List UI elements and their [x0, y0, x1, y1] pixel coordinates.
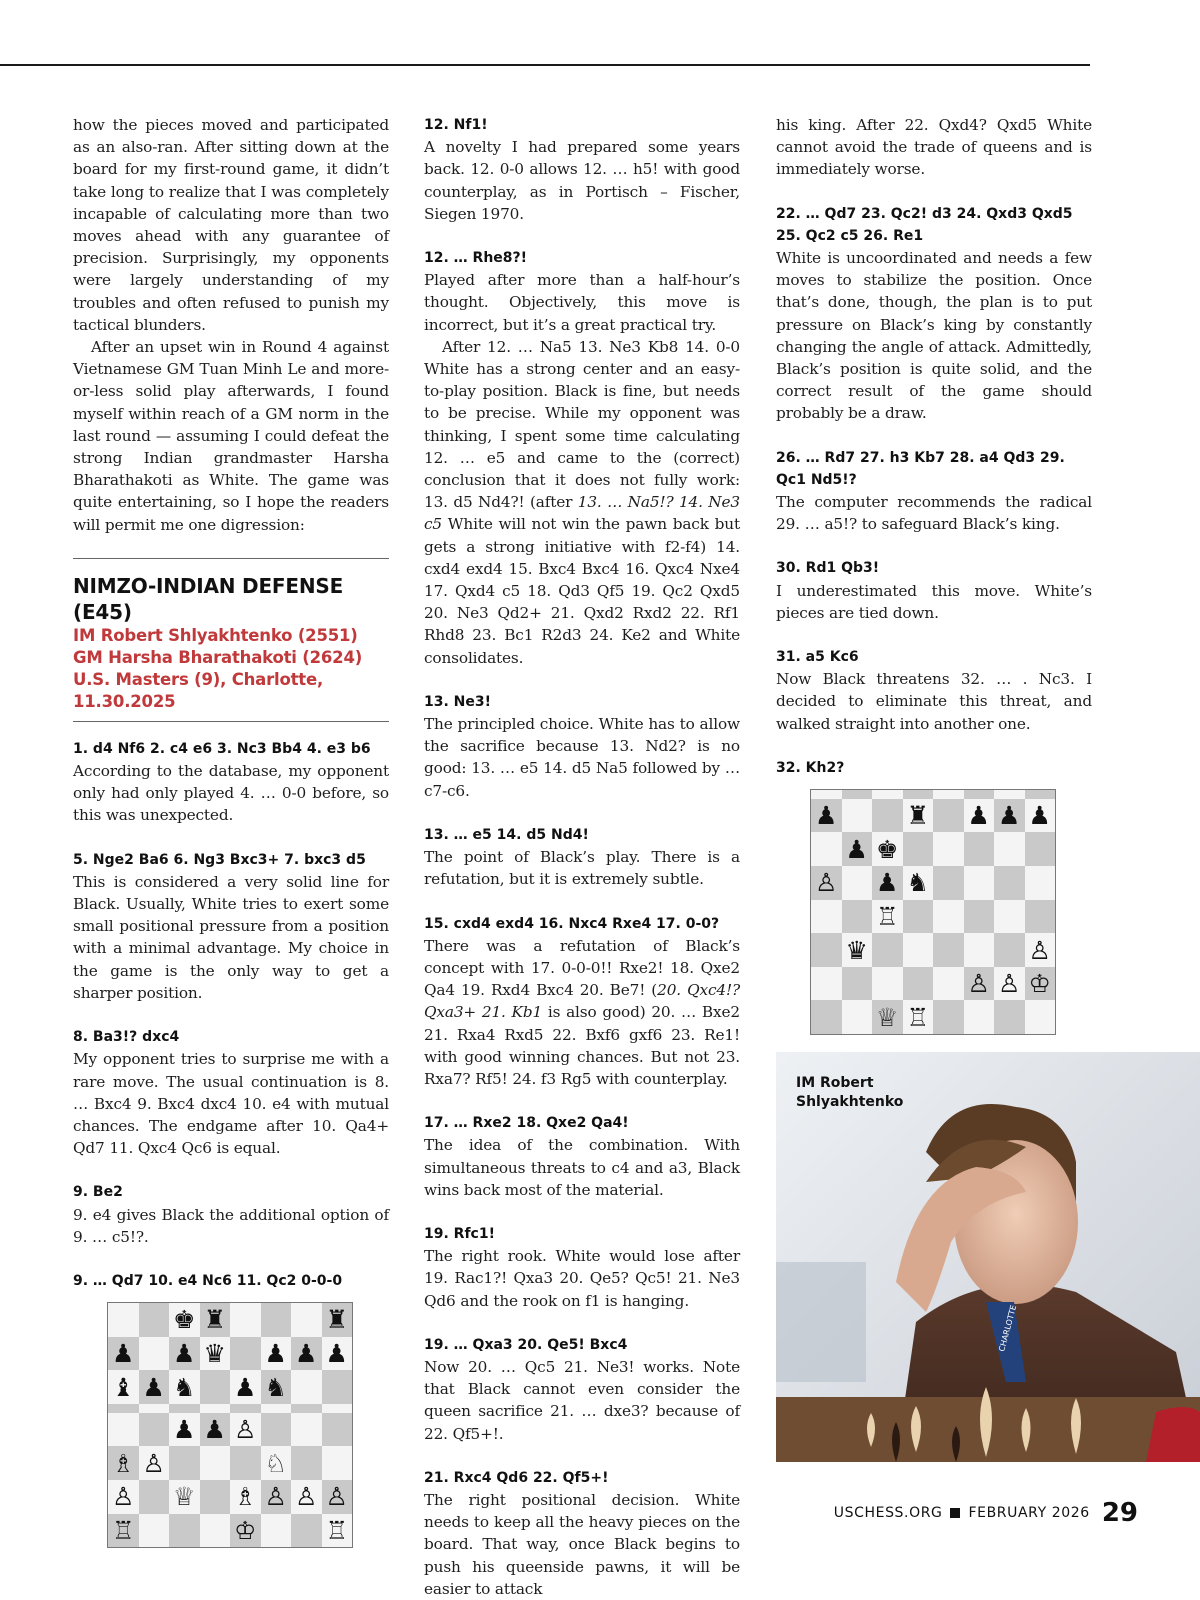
board-square	[842, 900, 873, 934]
annotation-variation: 20. Qxc4!? Qxa3+ 21. Kb1	[424, 981, 741, 1022]
board-square	[1025, 933, 1056, 967]
black-rook-icon: ♜	[203, 1305, 226, 1335]
board-square	[108, 1370, 139, 1404]
board-square	[108, 1404, 139, 1413]
board-square	[230, 1370, 261, 1404]
black-knight-icon: ♞	[906, 868, 929, 898]
white-pawn-icon: ♙	[967, 969, 990, 999]
photo-caption	[796, 1074, 903, 1112]
board-square	[994, 799, 1025, 833]
white-pawn-icon: ♙	[1028, 935, 1051, 965]
board-square	[230, 1446, 261, 1480]
board-square	[811, 900, 842, 934]
white-king-icon: ♔	[1028, 969, 1051, 999]
board-square	[964, 790, 995, 799]
move-heading: 19. Rfc1!	[424, 1225, 495, 1242]
black-king-icon: ♚	[173, 1305, 196, 1335]
annotation: The right positional decision. White needs to keep all the heavy pieces on the board. That way, once Black begins to push his queenside pawns, it will be easier to attack	[424, 1490, 740, 1598]
board-square	[811, 832, 842, 866]
black-player: GM Harsha Bharathakoti (2624)	[73, 647, 363, 667]
annotation: I underestimated this move. White’s pieces are tied down.	[776, 581, 1092, 622]
black-pawn-icon: ♟	[173, 1339, 196, 1369]
board-square	[1025, 832, 1056, 866]
move-heading: 21. Rxc4 Qd6 22. Qf5+!	[424, 1469, 609, 1486]
board-square	[903, 799, 934, 833]
board-square	[903, 790, 934, 799]
board-square	[139, 1480, 170, 1514]
board-square	[139, 1446, 170, 1480]
move-heading: 9. Be2	[73, 1184, 123, 1201]
annotation: The right rook. White would lose after 19. Rac1?! Qxa3 20. Qe5? Qc5! 21. Ne3 Qd6 and the rook on f1 is hanging.	[424, 1247, 740, 1310]
player-photo	[776, 1052, 1200, 1462]
black-pawn-icon: ♟	[876, 868, 899, 898]
annotation: My opponent tries to surprise me with a rare move. The usual continuation is 8. … Bxc4 9. Bxc4 dxc4 10. e4 with mutual chances. The endgame after 10. Qa4+ Qd7 11. Qxc4 Qc6 is equal.	[73, 1050, 389, 1158]
board-square	[933, 933, 964, 967]
board-square	[261, 1480, 292, 1514]
board-square	[964, 799, 995, 833]
board-square	[933, 1000, 964, 1034]
black-king-icon: ♚	[876, 834, 899, 864]
black-pawn-icon: ♟	[325, 1339, 348, 1369]
board-square	[903, 832, 934, 866]
annotation-variation: 13. … Na5!? 14. Ne3 c5	[424, 493, 741, 534]
board-square	[1025, 866, 1056, 900]
board-square	[811, 967, 842, 1001]
board-square	[933, 832, 964, 866]
board-square	[169, 1413, 200, 1447]
annotation-text: White will not win the pawn back but gets a strong initiative with f2-f4) 14. cxd4 exd4 15. Bxc4 Bxc4 16. Qxc4 Nxe4 17. Qxd4 c5 18. Qd3 Qf5 19. Qc2 Qxd5 20. Ne3 Qd2+ 21. Qxd2 Rxd2 22. Rf1 Rhd8 23. Bc1 R2d3 24. Ke2 and White consolidates.	[424, 515, 740, 667]
board-square	[139, 1303, 170, 1337]
board-square	[200, 1446, 231, 1480]
black-pawn-icon: ♟	[112, 1339, 135, 1369]
board-square	[108, 1413, 139, 1447]
board-square	[200, 1480, 231, 1514]
column-3	[776, 114, 1092, 1035]
intro-paragraph-2: After an upset win in Round 4 against Vietnamese GM Tuan Minh Le and more-or-less solid play afterwards, I found myself within reach of a GM norm in the last round — assuming I could defeat the strong Indian grandmaster Harsha Bharathakoti as White. The game was quite entertaining, so I hope the readers will permit me one digression:	[73, 338, 389, 534]
annotation: his king. After 22. Qxd4? Qxd5 White cannot avoid the trade of queens and is immediately worse.	[776, 116, 1092, 179]
board-square	[842, 933, 873, 967]
board-square	[322, 1337, 353, 1371]
annotation: A novelty I had prepared some years back. 12. 0-0 allows 12. … h5! with good counterplay, as in Portisch – Fischer, Siegen 1970.	[424, 138, 740, 223]
board-square	[1025, 1000, 1056, 1034]
board-square	[261, 1413, 292, 1447]
board-square	[1025, 967, 1056, 1001]
black-rook-icon: ♜	[325, 1305, 348, 1335]
annotation: The point of Black’s play. There is a refutation, but it is extremely subtle.	[424, 848, 740, 889]
board-square	[200, 1404, 231, 1413]
board-square	[1025, 799, 1056, 833]
move-heading: 12. Nf1!	[424, 117, 488, 133]
board-square	[139, 1404, 170, 1413]
event-info: U.S. Masters (9), Charlotte, 11.30.2025	[73, 669, 324, 711]
board-square	[200, 1514, 231, 1548]
black-pawn-icon: ♟	[998, 801, 1021, 831]
board-square	[108, 1514, 139, 1548]
board-square	[842, 790, 873, 799]
annotation: White is uncoordinated and needs a few moves to stabilize the position. Once that’s done, though, the plan is to put pressure on Black’s king by constantly changing the angle of attack. Admittedly, Black’s position is quite solid, and the correct result of the game should probably be a draw.	[776, 249, 1092, 423]
annotation: The computer recommends the radical 29. … a5!? to safeguard Black’s king.	[776, 493, 1092, 534]
move-heading: 1. d4 Nf6 2. c4 e6 3. Nc3 Bb4 4. e3 b6	[73, 740, 371, 757]
board-square	[108, 1303, 139, 1337]
board-square	[169, 1404, 200, 1413]
board-square	[1025, 790, 1056, 799]
black-bishop-icon: ♝	[112, 1372, 135, 1402]
board-square	[322, 1413, 353, 1447]
annotation: Played after more than a half-hour’s thought. Objectively, this move is incorrect, but it’s a great practical try.	[424, 271, 740, 334]
board-square	[994, 967, 1025, 1001]
board-square	[169, 1480, 200, 1514]
annotation: Now Black threatens 32. … . Nc3. I decided to eliminate this threat, and walked straight into another one.	[776, 670, 1092, 733]
move-heading: 26. … Rd7 27. h3 Kb7 28. a4 Qd3 29. Qc1 Nd5!?	[776, 449, 1065, 488]
board-square	[261, 1404, 292, 1413]
board-square	[108, 1446, 139, 1480]
white-pawn-icon: ♙	[998, 969, 1021, 999]
white-king-icon: ♔	[234, 1515, 257, 1545]
page-number: 29	[1101, 1498, 1138, 1528]
white-bishop-icon: ♗	[234, 1482, 257, 1512]
annotation	[424, 935, 740, 1090]
board-square	[261, 1514, 292, 1548]
board-square	[842, 967, 873, 1001]
move-heading: 13. … e5 14. d5 Nd4!	[424, 826, 589, 843]
board-square	[994, 866, 1025, 900]
black-rook-icon: ♜	[906, 801, 929, 831]
annotation: This is considered a very solid line for Black. Usually, White tries to exert some small positional pressure from a position with a minimal advantage. My choice in the game is the only way to get a sharper position.	[73, 872, 389, 1002]
board-square	[169, 1337, 200, 1371]
board-square	[903, 933, 934, 967]
annotation-text: After 12. … Na5 13. Ne3 Kb8 14. 0-0 White has a strong center and an easy-to-play position. Black is fine, but needs to be precise. While my opponent was thinking, I spent some time calculating 12. … e5 and came to the (correct) conclusion that it does not fully work: 13. d5 Nd4?! (after	[424, 337, 740, 512]
board-square	[169, 1446, 200, 1480]
board-square	[261, 1337, 292, 1371]
board-square	[903, 866, 934, 900]
board-square	[964, 1000, 995, 1034]
board-square	[811, 933, 842, 967]
player-photo-illustration	[776, 1052, 1200, 1462]
board-square	[200, 1413, 231, 1447]
board-square	[811, 790, 842, 799]
white-rook-icon: ♖	[876, 901, 899, 931]
black-queen-icon: ♛	[845, 935, 868, 965]
board-square	[169, 1370, 200, 1404]
board-square	[872, 967, 903, 1001]
annotation: 9. e4 gives Black the additional option of 9. … c5!?.	[73, 1205, 389, 1246]
annotation: According to the database, my opponent only had only played 4. … 0-0 before, so this was unexpected.	[73, 762, 389, 825]
separator-square-icon	[950, 1508, 960, 1518]
white-pawn-icon: ♙	[142, 1448, 165, 1478]
intro-paragraph-1: how the pieces moved and participated as an also-ran. After sitting down at the board for my first-round game, it didn’t take long to realize that I was completely incapable of calculating more than two moves ahead with any guarantee of precision. Surprisingly, my opponents were largely understanding of my troubles and often refused to punish my tactical blunders.	[73, 116, 389, 334]
board-square	[291, 1413, 322, 1447]
board-square	[169, 1514, 200, 1548]
white-pawn-icon: ♙	[112, 1482, 135, 1512]
move-heading: 19. … Qxa3 20. Qe5! Bxc4	[424, 1336, 628, 1353]
board-square	[322, 1370, 353, 1404]
board-square	[994, 832, 1025, 866]
column-1	[73, 114, 389, 1548]
board-square	[872, 832, 903, 866]
chess-diagram-move-32	[810, 789, 1056, 1035]
board-square	[291, 1446, 322, 1480]
site-name: USCHESS.ORG	[833, 1505, 943, 1521]
white-pawn-icon: ♙	[295, 1482, 318, 1512]
board-square	[903, 1000, 934, 1034]
annotation-text: is also good) 20. … Bxe2 21. Rxa4 Rxd5 22. Bxf6 gxf6 23. Re1! with good winning chances. But not 23. Rxa7? Rf5! 24. f3 Rg5 with counterplay.	[424, 1003, 740, 1088]
board-square	[964, 832, 995, 866]
move-heading: 13. Ne3!	[424, 693, 492, 710]
board-square	[291, 1480, 322, 1514]
opening-title: NIMZO-INDIAN DEFENSE (E45)	[73, 573, 344, 624]
move-heading: 17. … Rxe2 18. Qxe2 Qa4!	[424, 1115, 629, 1132]
board-square	[108, 1337, 139, 1371]
move-heading: 31. a5 Kc6	[776, 649, 859, 666]
white-pawn-icon: ♙	[264, 1482, 287, 1512]
black-knight-icon: ♞	[173, 1372, 196, 1402]
board-square	[169, 1303, 200, 1337]
board-square	[933, 866, 964, 900]
board-square	[291, 1514, 322, 1548]
board-square	[1025, 900, 1056, 934]
board-square	[872, 799, 903, 833]
annotation	[424, 336, 740, 669]
move-heading: 32. Kh2?	[776, 759, 845, 776]
board-square	[139, 1514, 170, 1548]
board-square	[261, 1303, 292, 1337]
annotation-text: There was a refutation of Black’s concept with 17. 0-0-0!! Rxe2! 18. Qxe2 Qa4 19. Rxd4 Bxc4 20. Be7! (	[424, 936, 740, 1000]
lanyard-text: CHARLOTTE	[997, 1304, 1019, 1353]
move-heading: 22. … Qd7 23. Qc2! d3 24. Qxd3 Qxd5 25. Qc2 c5 26. Re1	[776, 205, 1073, 244]
issue-date: FEBRUARY 2026	[968, 1505, 1090, 1521]
board-square	[322, 1404, 353, 1413]
board-square	[811, 1000, 842, 1034]
move-heading: 5. Nge2 Ba6 6. Ng3 Bxc3+ 7. bxc3 d5	[73, 851, 366, 868]
white-rook-icon: ♖	[325, 1515, 348, 1545]
board-square	[872, 1000, 903, 1034]
board-square	[322, 1514, 353, 1548]
board-square	[322, 1480, 353, 1514]
board-square	[139, 1413, 170, 1447]
board-square	[261, 1446, 292, 1480]
board-square	[230, 1413, 261, 1447]
caption-line-2: Shlyakhtenko	[796, 1094, 904, 1110]
black-pawn-icon: ♟	[203, 1414, 226, 1444]
board-square	[108, 1480, 139, 1514]
black-pawn-icon: ♟	[142, 1372, 165, 1402]
board-square	[230, 1480, 261, 1514]
board-square	[872, 900, 903, 934]
board-square	[200, 1337, 231, 1371]
board-square	[291, 1404, 322, 1413]
white-pawn-icon: ♙	[325, 1482, 348, 1512]
board-square	[933, 900, 964, 934]
white-queen-icon: ♕	[876, 1002, 899, 1032]
white-queen-icon: ♕	[173, 1482, 196, 1512]
black-pawn-icon: ♟	[295, 1339, 318, 1369]
caption-line-1: IM Robert	[796, 1075, 874, 1091]
black-pawn-icon: ♟	[1028, 801, 1051, 831]
white-bishop-icon: ♗	[112, 1448, 135, 1478]
board-square	[322, 1303, 353, 1337]
annotation: Now 20. … Qc5 21. Ne3! works. Note that Black cannot even consider the queen sacrifice 21. … dxe3? because of 22. Qf5+!.	[424, 1357, 740, 1443]
board-square	[200, 1370, 231, 1404]
black-pawn-icon: ♟	[173, 1414, 196, 1444]
board-square	[139, 1337, 170, 1371]
board-square	[230, 1303, 261, 1337]
board-square	[994, 900, 1025, 934]
board-square	[903, 900, 934, 934]
board-square	[964, 900, 995, 934]
move-heading: 9. … Qd7 10. e4 Nc6 11. Qc2 0-0-0	[73, 1272, 343, 1289]
board-square	[230, 1514, 261, 1548]
white-player: IM Robert Shlyakhtenko (2551)	[73, 625, 358, 645]
white-knight-icon: ♘	[264, 1448, 287, 1478]
white-rook-icon: ♖	[906, 1002, 929, 1032]
board-square	[994, 1000, 1025, 1034]
board-square	[811, 799, 842, 833]
black-pawn-icon: ♟	[967, 801, 990, 831]
board-square	[230, 1337, 261, 1371]
board-square	[842, 799, 873, 833]
board-square	[842, 832, 873, 866]
annotation: The principled choice. White has to allow the sacrifice because 13. Nd2? is no good: 13. … e5 14. d5 Na5 followed by … c7-c6.	[424, 715, 740, 800]
move-heading: 8. Ba3!? dxc4	[73, 1029, 180, 1046]
game-header	[73, 558, 389, 722]
white-rook-icon: ♖	[112, 1515, 135, 1545]
board-square	[933, 799, 964, 833]
board-square	[994, 933, 1025, 967]
board-square	[811, 866, 842, 900]
chess-diagram-move-11	[107, 1302, 353, 1548]
top-rule	[0, 64, 1090, 66]
column-2	[424, 114, 740, 1600]
board-square	[230, 1404, 261, 1413]
board-square	[139, 1370, 170, 1404]
board-square	[842, 866, 873, 900]
black-pawn-icon: ♟	[845, 834, 868, 864]
white-pawn-icon: ♙	[815, 868, 838, 898]
board-square	[903, 967, 934, 1001]
black-pawn-icon: ♟	[234, 1372, 257, 1402]
board-square	[964, 967, 995, 1001]
board-square	[964, 933, 995, 967]
page-footer	[834, 1498, 1138, 1528]
white-pawn-icon: ♙	[234, 1414, 257, 1444]
move-heading: 12. … Rhe8?!	[424, 250, 528, 267]
black-pawn-icon: ♟	[264, 1339, 287, 1369]
board-square	[291, 1370, 322, 1404]
board-square	[933, 967, 964, 1001]
move-heading: 30. Rd1 Qb3!	[776, 560, 880, 577]
black-knight-icon: ♞	[264, 1372, 287, 1402]
board-square	[964, 866, 995, 900]
board-square	[291, 1303, 322, 1337]
board-square	[872, 866, 903, 900]
annotation: The idea of the combination. With simultaneous threats to c4 and a3, Black wins back most of the material.	[424, 1136, 740, 1199]
board-square	[994, 790, 1025, 799]
board-square	[872, 933, 903, 967]
board-square	[261, 1370, 292, 1404]
black-pawn-icon: ♟	[815, 801, 838, 831]
move-heading: 15. cxd4 exd4 16. Nxc4 Rxe4 17. 0-0?	[424, 915, 720, 932]
board-square	[842, 1000, 873, 1034]
board-square	[933, 790, 964, 799]
board-square	[200, 1303, 231, 1337]
black-queen-icon: ♛	[203, 1339, 226, 1369]
board-square	[322, 1446, 353, 1480]
board-square	[872, 790, 903, 799]
board-square	[291, 1337, 322, 1371]
